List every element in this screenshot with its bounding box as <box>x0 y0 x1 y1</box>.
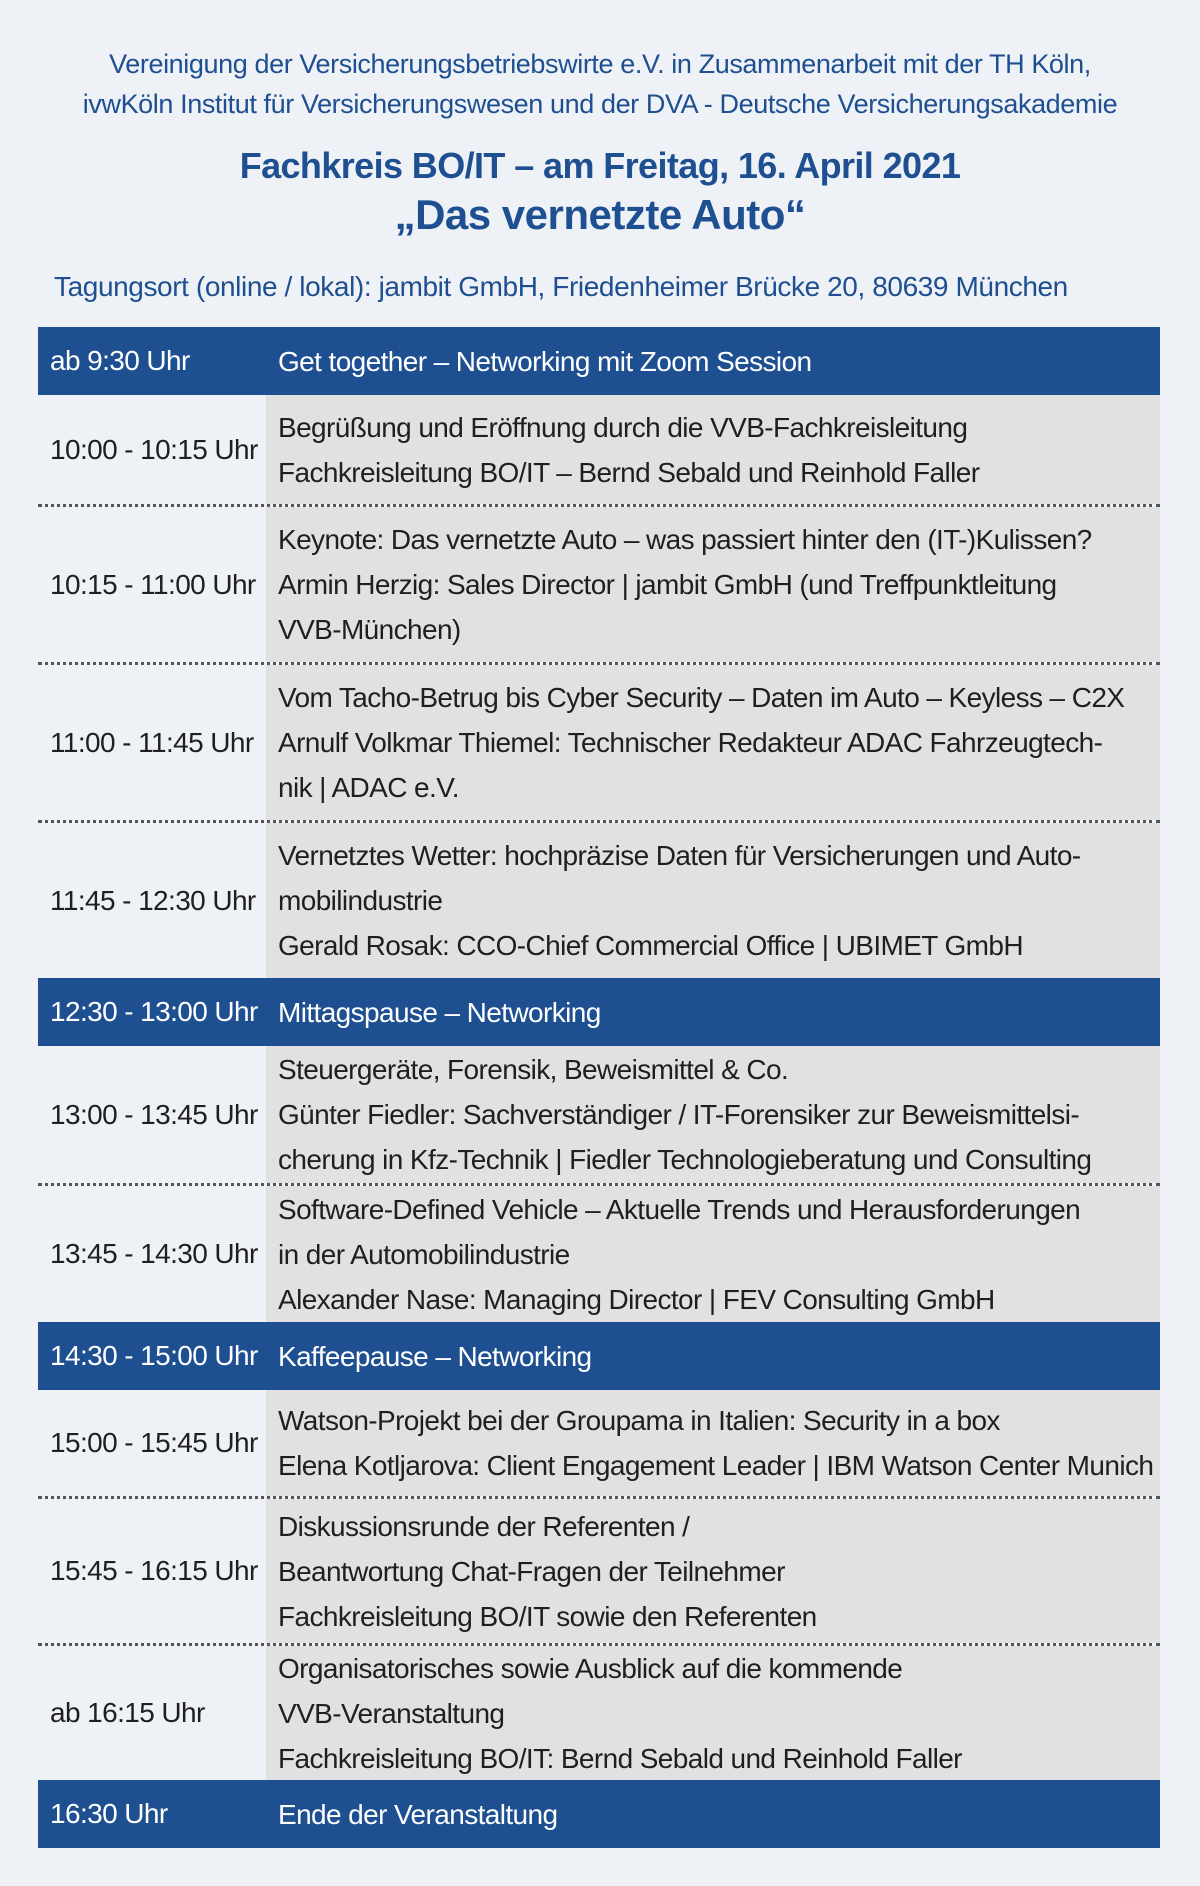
time-cell: 10:15 - 11:00 Uhr <box>50 568 256 600</box>
event-title: „Das vernetzte Auto“ <box>394 191 806 238</box>
content-line: Diskussionsrunde der Referenten / <box>278 1510 690 1542</box>
organizer-line-1: Vereinigung der Versicherungsbetriebswirte e.V. in Zusammenarbeit mit der TH Köln, <box>109 49 1091 79</box>
time-cell: 10:00 - 10:15 Uhr <box>50 433 258 465</box>
content-line: Arnulf Volkmar Thiemel: Technischer Redakteur ADAC Fahrzeugtech- <box>278 727 1103 758</box>
content-cell <box>266 1499 1160 1643</box>
content-line: cherung in Kfz-Technik | Fiedler Technologieberatung und Consulting <box>278 1144 1092 1175</box>
schedule-row-lunch <box>38 978 1160 1046</box>
content-line: Mittagspause – Networking <box>278 996 601 1028</box>
content-line: Organisatorisches sowie Ausblick auf die kommende <box>278 1652 903 1684</box>
content-line: VVB-München) <box>278 614 461 645</box>
content-cell <box>266 1780 1160 1848</box>
schedule-row-coffee-break <box>38 1322 1160 1390</box>
content-cell <box>266 978 1160 1046</box>
content-cell <box>266 507 1160 662</box>
content-line: Fachkreisleitung BO/IT: Bernd Sebald und Reinhold Faller <box>278 1742 962 1774</box>
content-cell <box>266 327 1160 395</box>
content-line: Kaffeepause – Networking <box>278 1340 592 1372</box>
content-cell <box>266 1646 1160 1780</box>
content-line: Watson-Projekt bei der Groupama in Italien: Security in a box <box>278 1405 1000 1436</box>
time-cell: 14:30 - 15:00 Uhr <box>50 1340 258 1371</box>
content-line: VVB-Veranstaltung <box>278 1697 505 1729</box>
fachkreis-date-heading: Fachkreis BO/IT – am Freitag, 16. April 2021 <box>239 145 961 186</box>
content-cell <box>266 1322 1160 1390</box>
content-line: Gerald Rosak: CCO-Chief Commercial Office | UBIMET GmbH <box>278 930 1023 961</box>
time-cell: 11:00 - 11:45 Uhr <box>50 726 254 758</box>
organizer-line-2: ivwKöln Institut für Versicherungswesen und der DVA - Deutsche Versicherungsakademie <box>82 89 1118 119</box>
schedule-table <box>38 327 1160 1848</box>
content-cell <box>266 823 1160 978</box>
time-cell: 12:30 - 13:00 Uhr <box>50 996 258 1027</box>
content-cell <box>266 395 1160 504</box>
schedule-row-tacho <box>38 665 1160 820</box>
content-line: Ende der Veranstaltung <box>278 1798 558 1830</box>
schedule-row-welcome <box>38 395 1160 504</box>
header <box>0 0 1200 242</box>
content-line: Software-Defined Vehicle – Aktuelle Trends und Herausforderungen <box>278 1193 1081 1225</box>
content-line: nik | ADAC e.V. <box>278 772 459 803</box>
content-line: Keynote: Das vernetzte Auto – was passiert hinter den (IT-)Kulissen? <box>278 524 1092 555</box>
time-cell: 15:45 - 16:15 Uhr <box>50 1555 258 1586</box>
content-line: Elena Kotljarova: Client Engagement Leader | IBM Watson Center Munich <box>278 1450 1154 1481</box>
schedule-row-end <box>38 1780 1160 1848</box>
schedule-row-get-together <box>38 327 1160 395</box>
content-line: Beantwortung Chat-Fragen der Teilnehmer <box>278 1555 785 1587</box>
content-cell <box>266 1046 1160 1183</box>
time-cell: 13:45 - 14:30 Uhr <box>50 1238 258 1269</box>
content-cell <box>266 1390 1160 1496</box>
content-cell <box>266 1186 1160 1322</box>
schedule-row-organisational <box>38 1646 1160 1780</box>
content-line: Vom Tacho-Betrug bis Cyber Security – Daten im Auto – Keyless – C2X <box>278 682 1125 713</box>
content-line: mobilindustrie <box>278 885 443 916</box>
schedule-row-software-defined-vehicle <box>38 1186 1160 1322</box>
content-line: Günter Fiedler: Sachverständiger / IT-Forensiker zur Beweismittelsi- <box>278 1099 1080 1130</box>
time-cell: ab 16:15 Uhr <box>50 1697 205 1728</box>
content-line: Fachkreisleitung BO/IT – Bernd Sebald und Reinhold Faller <box>278 456 980 488</box>
schedule-row-watson <box>38 1390 1160 1496</box>
content-line: Fachkreisleitung BO/IT sowie den Referenten <box>278 1600 817 1632</box>
schedule-row-discussion <box>38 1499 1160 1643</box>
content-line: Armin Herzig: Sales Director | jambit GmbH (und Treffpunktleitung <box>278 569 1057 600</box>
time-cell: 16:30 Uhr <box>50 1798 168 1829</box>
content-line: Vernetztes Wetter: hochpräzise Daten für Versicherungen und Auto- <box>278 840 1081 871</box>
content-line: Get together – Networking mit Zoom Session <box>278 345 812 377</box>
time-cell: 11:45 - 12:30 Uhr <box>50 884 256 916</box>
content-line: Begrüßung und Eröffnung durch die VVB-Fachkreisleitung <box>278 411 968 443</box>
content-line: in der Automobilindustrie <box>278 1238 570 1270</box>
content-line: Steuergeräte, Forensik, Beweismittel & Co. <box>278 1054 789 1085</box>
venue-line: Tagungsort (online / lokal): jambit GmbH, Friedenheimer Brücke 20, 80639 München <box>54 271 1068 302</box>
organizer-text <box>0 0 1200 124</box>
schedule-row-weather <box>38 823 1160 978</box>
time-cell: ab 9:30 Uhr <box>50 345 190 376</box>
content-line: Alexander Nase: Managing Director | FEV Consulting GmbH <box>278 1283 995 1315</box>
content-cell <box>266 665 1160 820</box>
schedule-row-keynote <box>38 507 1160 662</box>
schedule-row-forensics <box>38 1046 1160 1183</box>
time-cell: 15:00 - 15:45 Uhr <box>50 1427 258 1458</box>
time-cell: 13:00 - 13:45 Uhr <box>50 1098 258 1130</box>
